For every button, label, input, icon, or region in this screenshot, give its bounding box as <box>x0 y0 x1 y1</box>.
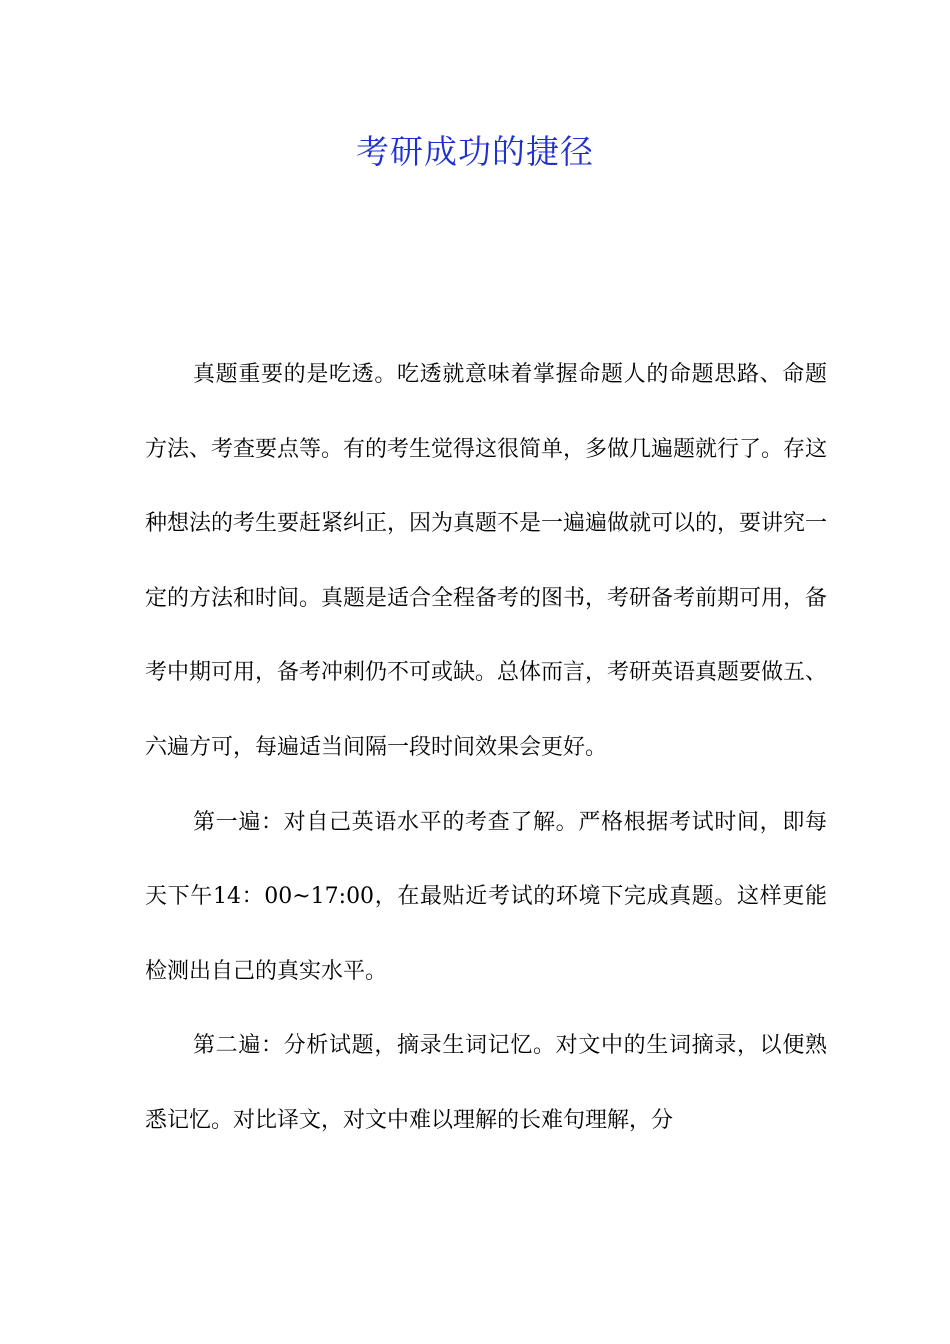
paragraph-first-pass: 第一遍：对自己英语水平的考查了解。严格根据考试时间，即每天下午14：00~17:00，在最贴近考试的环境下完成真题。这样更能检测出自己的真实水平。 <box>145 809 827 984</box>
paragraph-intro: 真题重要的是吃透。吃透就意味着掌握命题人的命题思路、命题方法、考查要点等。有的考生觉得这很简单，多做几遍题就行了。存这种想法的考生要赶紧纠正，因为真题不是一遍遍做就可以的，要讲究一定的方法和时间。真题是适合全程备考的图书，考研备考前期可用，备考中期可用，备考冲刺仍不可或缺。总体而言，考研英语真题要做五、六遍方可，每遍适当间隔一段时间效果会更好。 <box>145 362 828 760</box>
document-title: 考研成功的捷径 <box>356 132 594 171</box>
document-body <box>145 338 827 1159</box>
paragraph-second-pass: 第二遍：分析试题，摘录生词记忆。对文中的生词摘录，以便熟悉记忆。对比译文，对文中难以理解的长难句理解，分 <box>145 1033 827 1133</box>
